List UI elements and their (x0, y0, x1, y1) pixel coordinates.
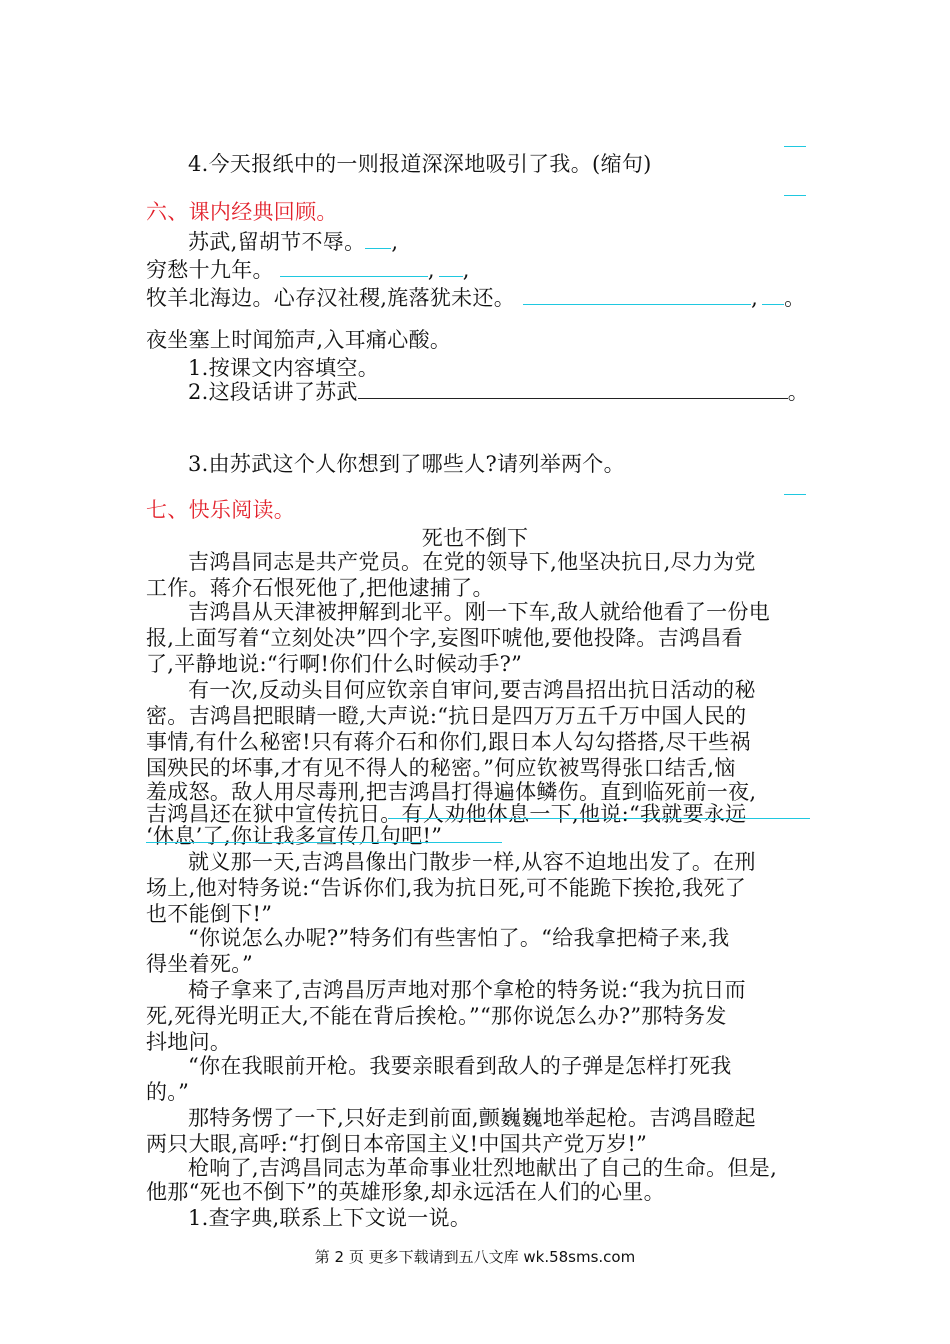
answer-dash (784, 195, 806, 196)
fill-blank[interactable] (762, 282, 784, 305)
passage-line: 场上,他对特务说:“告诉你们,我为抗日死,可不能跪下挨抢,我死了 (146, 876, 747, 900)
passage-line: 工作。蒋介石恨死他了,把他逮捕了。 (146, 576, 494, 600)
fill-blank[interactable] (439, 254, 463, 277)
answer-dash (784, 494, 806, 495)
poem-text: 牧羊北海边。心存汉社稷,旄落犹未还。 (146, 286, 516, 310)
passage-title: 死也不倒下 (421, 526, 529, 550)
passage-line: 死,死得光明正大,不能在背后挨枪。”“那你说怎么办?”那特务发 (146, 1004, 727, 1028)
poem-line-3 (146, 282, 805, 312)
passage-line: 枪响了,吉鸿昌同志为革命事业壮烈地献出了自己的生命。但是, (188, 1156, 778, 1180)
poem-line-2 (146, 254, 470, 284)
passage-line: “你说怎么办呢?”特务们有些害怕了。“给我拿把椅子来,我 (188, 926, 730, 950)
passage-line: 密。吉鸿昌把眼睛一瞪,大声说:“抗日是四万万五千万中国人民的 (146, 704, 747, 728)
page-footer: 第 2 页 更多下载请到五八文库 wk.58sms.com (314, 1248, 636, 1266)
poem-punct: , (427, 258, 435, 282)
passage-line: 吉鸿昌还在狱中宣传抗日。有人劝他休息一下,他说:“我就要永远 (146, 802, 747, 826)
poem-line-1 (188, 226, 398, 256)
fill-blank[interactable] (365, 226, 391, 249)
passage-line: 事情,有什么秘密!只有蒋介石和你们,跟日本人勾勾搭搭,尽干些祸 (146, 730, 751, 754)
fill-blank[interactable] (280, 254, 428, 277)
passage-line: 有一次,反动头目何应钦亲自审问,要吉鸿昌招出抗日活动的秘 (188, 678, 756, 702)
poem-punct: 。 (784, 286, 806, 310)
passage-line: 那特务愣了一下,只好走到前面,颤巍巍地举起枪。吉鸿昌瞪起 (188, 1106, 756, 1130)
poem-punct: , (751, 286, 759, 310)
passage-question: 1.查字典,联系上下文说一说。 (188, 1206, 472, 1230)
passage-line: 抖地问。 (146, 1030, 232, 1054)
passage-line: 羞成怒。敌人用尽毒刑,把吉鸿昌打得遍体鳞伤。直到临死前一夜, (146, 780, 757, 804)
passage-line: 两只大眼,高呼:“打倒日本帝国主义!中国共产党万岁!” (146, 1132, 648, 1156)
answer-line[interactable] (358, 376, 788, 399)
question-text: 2.这段话讲了苏武 (188, 380, 358, 404)
fill-blank[interactable] (523, 282, 751, 305)
highlight-underline (146, 842, 502, 843)
section-7-heading: 七、快乐阅读。 (146, 498, 296, 522)
question-4: 4.今天报纸中的一则报道深深地吸引了我。(缩句) (188, 152, 652, 176)
section-6-heading: 六、课内经典回顾。 (146, 200, 338, 224)
passage-line: 吉鸿昌从天津被押解到北平。刚一下车,敌人就给他看了一份电 (188, 600, 771, 624)
answer-dash (784, 146, 806, 147)
passage-line: 报,上面写着“立刻处决”四个字,妄图吓唬他,要他投降。吉鸿昌看 (146, 626, 743, 650)
poem-line-4: 夜坐塞上时闻笳声,入耳痛心酸。 (146, 328, 452, 352)
passage-line: 得坐着死。” (146, 952, 254, 976)
question-punct: 。 (787, 380, 810, 404)
passage-line: 了,平静地说:“行啊!你们什么时候动手?” (146, 652, 523, 676)
question-6-1: 1.按课文内容填空。 (188, 356, 380, 380)
poem-punct: , (462, 258, 470, 282)
passage-line: 国殃民的坏事,才有见不得人的秘密。”何应钦被骂得张口结舌,恼 (146, 756, 736, 780)
poem-punct: , (391, 230, 399, 254)
highlight-underline (388, 818, 810, 819)
passage-line: ‘休息’了,你让我多宣传几句吧!” (146, 824, 443, 848)
passage-line: 的。” (146, 1080, 190, 1104)
passage-line: 他那“死也不倒下”的英雄形象,却永远活在人们的心里。 (146, 1180, 665, 1204)
passage-line: “你在我眼前开枪。我要亲眼看到敌人的子弹是怎样打死我 (188, 1054, 732, 1078)
poem-text: 穷愁十九年。 (146, 258, 274, 282)
question-6-3: 3.由苏武这个人你想到了哪些人?请列举两个。 (188, 452, 625, 476)
passage-line: 也不能倒下!” (146, 902, 273, 926)
passage-line: 就义那一天,吉鸿昌像出门散步一样,从容不迫地出发了。在刑 (188, 850, 756, 874)
passage-line: 椅子拿来了,吉鸿昌厉声地对那个拿枪的特务说:“我为抗日而 (188, 978, 746, 1002)
poem-text: 苏武,留胡节不辱。 (188, 230, 366, 254)
passage-line: 吉鸿昌同志是共产党员。在党的领导下,他坚决抗日,尽力为党 (188, 550, 756, 574)
question-6-2 (188, 376, 809, 406)
